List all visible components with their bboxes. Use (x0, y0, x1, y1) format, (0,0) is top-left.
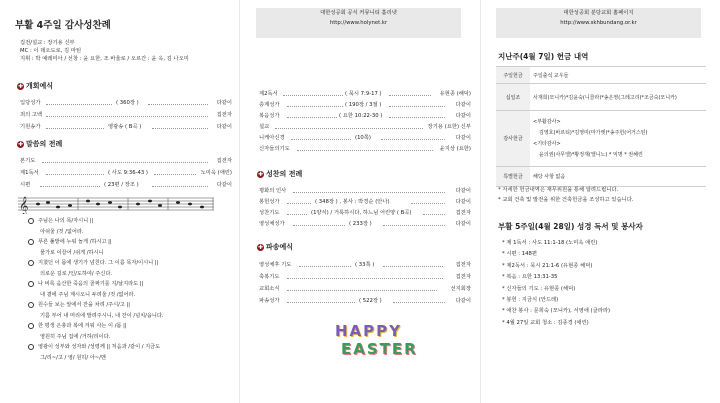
psalm-line: 푸른 풀밭에 누워 놀게 /하시고 || (28, 237, 164, 248)
psalm-line: 아쉬울 /것 /없어라. (40, 228, 84, 235)
offering-table (496, 66, 706, 187)
cross-icon: ✚ (17, 82, 24, 90)
order-row: 니케아신경 (10쪽) 다같이 (259, 135, 471, 141)
list-item: * 시편 : 148편 (502, 251, 537, 258)
psalm-line: 원수들 보는 앞에서 잔을 차려 /주시/고 || (28, 300, 164, 311)
offering-title: 지난주(4월 7일) 헌금 내역 (498, 52, 589, 61)
order-row: 층계성가 ( 190장 / 3절 ) 다같이 (259, 102, 471, 108)
bundang-link[interactable]: http://www.skhbundang.or.kr (560, 20, 637, 26)
section-heading-opening: ✚ 개회예식 (17, 82, 54, 90)
credit-line: MC : 이 데오도로, 김 마틴 (20, 48, 82, 54)
order-row: 입당성가 ( 360장 ) 다같이 (20, 100, 232, 106)
order-row: 성찬기도 (1양식) / 거룩하시다, 하느님 어린양 ( B곡) 집전자 (259, 210, 471, 216)
section-heading-eucharist: ✚ 성찬의 전례 (257, 170, 303, 178)
order-row: 시편 ( 23편 / 장조 ) 다같이 (20, 182, 232, 188)
list-item: * 애찬 봉사 : 문희숙 (모니카), 서영애 (클라라) (502, 308, 611, 315)
order-row: 본기도 집전자 (20, 158, 232, 164)
table-row: 십일조 서재희(모니카)*김윤숙(니콜라)*송은영(그레고리)*조금숙(모니카) (496, 84, 706, 111)
table-row: 감사헌금 <부활감사> 김영호(바르티)*김영미(마가렛)*송주헌(어거스틴) <기타감사> 윤의권(사무엘)*황정재(엘니노) * 익명 * 권혜린 (496, 111, 706, 167)
bundang-header: 대한성공회 분당교회 홈페이지 http://www.skhbundang.or.kr (496, 8, 701, 38)
order-row: 영성체성가 ( 233장 ) 다같이 (259, 221, 471, 227)
psalm-line: 지쳤던 이 몸에 생기가 넘친다. 그 이름 목자/이시니 || (28, 258, 164, 269)
psalm-line: 영원히 주님 집에 /거하/리이다. (40, 333, 111, 340)
order-row: 제1독서 ( 사도 9:36-43 ) 노미옥 (애린) (20, 170, 232, 176)
order-row: 설교 장기용 (요한) 신부 (259, 124, 471, 130)
section-heading-dismissal: ✚ 파송예식 (257, 243, 294, 251)
order-row: 신자들의기도 윤지상 (요한) (259, 146, 471, 152)
psalm-line: 나 비록 음산한 죽음의 골짜기를 지/날지라도 || (28, 279, 164, 290)
left-column (0, 0, 238, 403)
right-column (482, 0, 720, 403)
list-item: * 복음 : 요한 13:31-35 (502, 274, 558, 281)
bible-title: 부활 5주일(4월 28일) 성경 독서 및 봉사자 (498, 222, 643, 231)
table-row: 특별헌금 해당 사항 없음 (496, 167, 706, 187)
offering-note: * 교회 건축 및 발전을 위한 건축헌금을 조성하고 있습니다. (498, 197, 634, 203)
psalm-line: 내 곁에 주님 계시오니 두려울 /것 /없어라. (40, 291, 136, 298)
order-row: 죄의 고백 집전자 (20, 112, 232, 118)
psalm-line: 주님은 나의 목/자시니 || (28, 216, 164, 227)
order-row: 복음성가 ( 요한 10:22-30 ) 다같이 (259, 113, 471, 119)
psalm-line: 그/리~/고 / 영/ 원히/ 아~/멘 (40, 354, 106, 361)
order-row: 축복기도 집전자 (259, 274, 471, 280)
cross-icon: ✚ (257, 170, 264, 178)
bible-list (502, 238, 610, 329)
svg-text:𝄞: 𝄞 (19, 196, 29, 214)
order-row: 교회소식 선지회장 (259, 286, 471, 292)
list-item: * 신자들의 기도 : 유현종 (해덕) (502, 285, 576, 292)
service-title: 부활 4주일 감사성찬례 (15, 20, 111, 31)
credit-line: 지휘 : 박 예레미아 / 선창 : 윤 요한, 조 바울로 / 오르간 : 윤 옥, 김 나오미 (20, 56, 189, 62)
credit-line: 집전/설교 : 장기용 신부 (20, 40, 75, 46)
cross-icon: ✚ (17, 140, 24, 148)
psalm-music-staff (18, 194, 214, 214)
list-item: * 제2독서 : 묵시 21:1-6 (유현종 해덕) (502, 262, 593, 269)
psalm-line: 한 평생 은총과 복에 겨워 사는 이 /몸 || (28, 321, 164, 332)
order-row: 평화의 인사 다같이 (259, 188, 471, 194)
order-row: 기원송가 영광송 ( B곡 ) 다같이 (20, 124, 232, 130)
psalm-line: 기름 부어 내 머리에 발려주시니, 내 잔이 /넘치/옵니다. (40, 312, 164, 319)
offering-note: * 자세한 헌금내역은 재무위원을 통해 알려드립니다. (498, 187, 619, 193)
list-item: * 제 1독서 : 사도 11:1-18 (노미옥 애린) (502, 240, 598, 246)
psalm-line: 물가로 이끌어 /쉬게 /하시니 (40, 249, 104, 256)
table-row: 주일헌금 주일출석 교우들 (496, 67, 706, 84)
psalm-line: 영광이 성부와 성자와 /성령께 || 처음과 /같이 / 지금도 (28, 342, 164, 353)
order-row: 파송성가 ( 522장 ) 다같이 (259, 298, 471, 304)
happy-easter-art: HAPPY EASTER (335, 322, 418, 358)
cross-icon: ✚ (257, 243, 264, 251)
order-row: 봉헌성가 ( 348장 ) , 봉사 : 박경순 (안나) 다같이 (259, 199, 471, 205)
psalm-line: 의로운 길로 /인/도하여/ 주신다. (40, 270, 112, 277)
section-heading-word: ✚ 말씀의 전례 (17, 140, 63, 148)
holynet-link[interactable]: http://www.holynet.kr (329, 20, 388, 26)
holynet-header: 대한성공회 공식 커뮤니티 홀리넷 http://www.holynet.kr (256, 8, 461, 38)
order-row: 영성체후 기도 ( 33쪽 ) 집전자 (259, 262, 471, 268)
list-item: * 4월 27일 교회 청소 : 김종경 (애린) (502, 319, 589, 326)
middle-column (241, 0, 479, 403)
psalm-text (28, 216, 164, 363)
order-row: 제2독서 ( 묵시 7:9-17 ) 유현종 (해덕) (259, 91, 471, 97)
list-item: * 봉헌 : 지금식 (안드레) (502, 297, 559, 304)
